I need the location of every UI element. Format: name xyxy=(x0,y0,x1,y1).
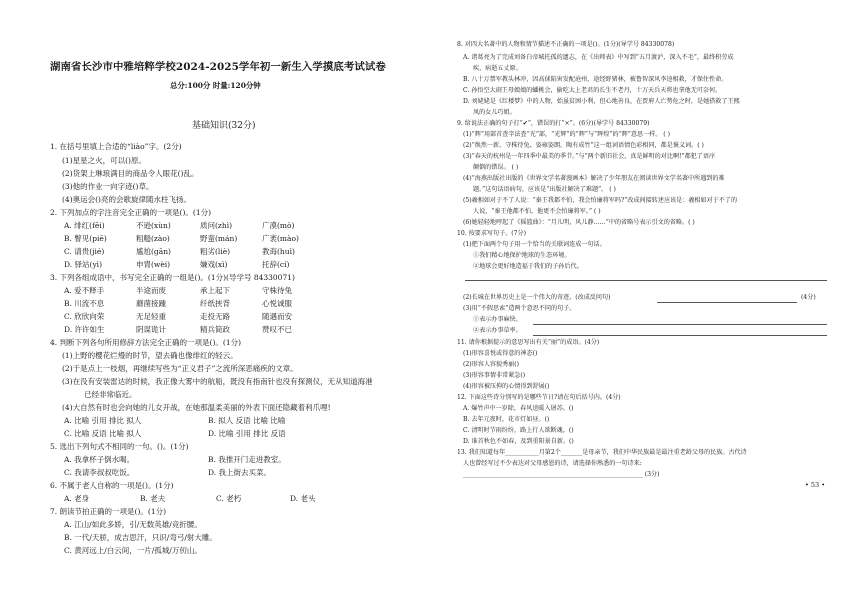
q3-option: 纤纸挟背 xyxy=(200,299,230,308)
q3-option: 心悦诚服 xyxy=(262,299,292,308)
q2-option: C. 请贵(jié) xyxy=(64,247,105,256)
q3-option: C. 欣欣向荣 xyxy=(64,312,105,321)
q2-option: A. 绯红(fēi) xyxy=(64,221,105,230)
q2-option: B. 瞥见(piē) xyxy=(64,234,107,243)
question-4: 4. 判断下列各句所用修辞方法完全正确的一项是()。(1分) xyxy=(50,338,242,347)
q3-option: 承上起下 xyxy=(200,286,230,295)
q12-item: A. 爆竹声中一岁除，春风送暖入屠苏。() xyxy=(463,405,574,412)
q9-item: 颠倒的错误。 ( ) xyxy=(473,164,519,171)
q7-option: A. 江山/如此多娇，引/无数英雄/竞折腰。 xyxy=(64,520,202,529)
q2-option: 嫌戏(xì) xyxy=(200,260,228,269)
q4-option: C. 比喻 反语 比喻 拟人 xyxy=(64,429,142,438)
q2-option: 野蛮(mán) xyxy=(200,234,238,243)
question-10: 10. 按要求写句子。(7分) xyxy=(457,230,527,237)
q4-option: A. 比喻 引用 排比 拟人 xyxy=(64,416,142,425)
question-13: 13. 我们知道每年___________月第2个_______是母亲节，我们中华民族最是最注重老龄父母的民族。古代诗 xyxy=(457,449,747,456)
q8-option: 凤的女儿巧姐。 xyxy=(473,109,516,116)
q5-option: C. 我请李叔叔吃饭。 xyxy=(64,468,135,477)
question-9: 9. 给说法正确的句子打“✔”，错误的打“×”。(6分)(导学号 84330079) xyxy=(457,120,650,127)
q9-item: (5)羲相如对于不了人说：“秦王我都不怕，我会怕廉将军吗?”改成间接转述应该是：羲相如对于不了的 xyxy=(463,197,738,204)
q8-option: C. 孙悟空大闹王母娘娘的蟠桃会，偷吃太上老君的长生不老丹，十万天兵天将也拿他无可奈何。 xyxy=(463,87,722,94)
q3-option: 半途而废 xyxy=(136,286,166,295)
q6-option: D. 老头 xyxy=(290,494,316,503)
q10-sentence: ①我们精心地保护地球的生态环境。 xyxy=(473,252,571,259)
q13-text: 人也曾经写过不少表达对父母感恩的诗，请选择你熟悉的一句诗来: xyxy=(463,460,642,467)
q9-item: (2)“焕然一新、守株待兔、姿雍姿朗、陶有成竹”这一组词语情色彩相同，都是褒义词。( ) xyxy=(463,142,704,149)
answer-line[interactable] xyxy=(657,302,797,303)
q3-option: 精兵简政 xyxy=(200,325,230,334)
q3-option: 走投无路 xyxy=(200,312,230,321)
question-6: 6. 不属于老人自称的一项是()。(1分) xyxy=(50,481,174,490)
q3-option: 蘑菌接踵 xyxy=(136,299,166,308)
answer-line[interactable] xyxy=(465,280,827,281)
exam-title: 湖南省长沙市中雅培粹学校2024-2025学年初一新生入学摸底考试试卷 xyxy=(50,61,386,73)
q4-sentence: (3)在没有安装雷达的时候，我正像大雾中的航船，既没有指南针也没有探测仪，无从知道海港 xyxy=(62,377,373,386)
q2-option: 不逊(xùn) xyxy=(136,221,171,230)
q9-item: (3)“春天的杭州是一年四季中最美的季节。”与“两个新旧社会，真是鲜明的对比啊!”都犯了语序 xyxy=(463,153,716,160)
q2-option: 托辞(cí) xyxy=(262,260,290,269)
q3-option: 赞叹不已 xyxy=(262,325,292,334)
q4-sentence: (2)于是点上一枝烟，再继续写些为“正义君子”之流所深恶痛疾的文章。 xyxy=(62,364,298,373)
q2-option: 广漠(mò) xyxy=(262,221,295,230)
q3-option: A. 爱不释手 xyxy=(64,286,105,295)
q8-option: B. 八十万禁军教头林冲，因高俅陷害发配沧州，途经野猪林，被鲁智深风李逵相救，才保住性命。 xyxy=(463,76,728,83)
q1-item: (1)星星之火，可以()原。 xyxy=(62,156,146,165)
q6-option: B. 老夫 xyxy=(140,494,166,503)
q7-option: C. 黄河远上/白云间，一片/孤城/万仞山。 xyxy=(64,546,202,555)
question-1: 1. 在括号里填上合适的“liào”字。(2分) xyxy=(50,142,182,151)
q9-item: (6)她轻轻地哼起了《摇篮曲》：“月儿明，风儿静……”中的省略号表示引文的省略。( ) xyxy=(463,219,695,226)
q6-option: C. 老朽 xyxy=(216,494,242,503)
q8-option: A. 诸葛亮为了完成刘备白帝城托孤的遗志，在《出师表》中写到“五月渡泸，深入不毛”，最终积劳成 xyxy=(463,54,734,61)
q11-item: (3)形容事情非常紧急() xyxy=(463,372,526,379)
q11-item: (4)形容被压抑的心情得到舒展() xyxy=(463,383,550,390)
q3-option: 守株待兔 xyxy=(262,286,292,295)
q2-option: 粗劣(liè) xyxy=(200,247,231,256)
section-heading: 基础知识(32分) xyxy=(192,121,256,131)
q6-option: A. 老身 xyxy=(64,494,90,503)
q1-item: (4)奥运会()亮的会歌旋律随水柱飞扬。 xyxy=(62,195,191,204)
q3-option: 无足轻重 xyxy=(136,312,166,321)
q3-option: 阴谋诡计 xyxy=(136,325,166,334)
q4-sentence: (1)上野的樱花烂熳的时节，望去确也像绯红的轻云。 xyxy=(62,351,238,360)
exam-meta: 总分:100分 时量:120分钟 xyxy=(170,81,261,90)
question-8: 8. 对四大名著中的人物和情节描述不正确的一项是()。(1分)(导学号 84330078) xyxy=(457,41,675,48)
question-2: 2. 下列加点的字注音完全正确的一项是()。(1分) xyxy=(50,208,212,217)
q4-sentence: (4)大自然有时也会向她的儿女开战，在她那温柔美丽的外表下面还隐藏着利爪哩! xyxy=(62,403,331,412)
q12-item: C. 清明时节雨纷纷，路上行人欲断魂。() xyxy=(463,427,574,434)
q2-option: 尴尬(gān) xyxy=(136,247,171,256)
q2-option: 申胄(wèi) xyxy=(136,260,171,269)
q8-option: D. 刘姥姥是《红楼梦》中的人物，始虽贫困小利，但心地善良，在贾府人亡势危之时，是她搭救了王熙 xyxy=(463,98,740,105)
q11-item: (2)形容人容貌秀丽() xyxy=(463,361,520,368)
q4-sentence: 已经非常临近。 xyxy=(84,390,137,399)
q10-instruction: (1)把下面两个句子用一个恰当的关联词连成一句话。 xyxy=(463,241,606,248)
answer-line[interactable] xyxy=(533,335,827,336)
q4-option: B. 拟人 反语 比喻 比喻 xyxy=(208,416,286,425)
question-5: 5. 选出下列句式不相同的一句。()。(1分) xyxy=(50,442,189,451)
q8-option: 疾，病逝五丈原。 xyxy=(473,65,522,72)
question-3: 3. 下列各组成语中，书写完全正确的一组是()。(1分)(导学号 84330071) xyxy=(50,273,295,282)
answer-line[interactable] xyxy=(533,324,827,325)
q9-item: 人说，“秦王他都不怕，他更不会怕廉将军。” ( ) xyxy=(473,208,601,215)
q5-option: D. 我上街去买菜。 xyxy=(208,468,272,477)
q1-item: (3)他的作业一向字迹()草。 xyxy=(62,182,154,191)
q10-instruction: (3)用“不假思索”造两个意思不同的句子。 xyxy=(463,305,576,312)
q1-item: (2)货架上琳琅满目的商品令人眼花()乱。 xyxy=(62,169,199,178)
q5-option: B. 我推开门走进教室。 xyxy=(208,455,286,464)
question-11: 11. 请你根据提示的意思写出有关“丽”的成语。(4分) xyxy=(457,339,600,346)
q13-answer-line[interactable]: ___________________________________________________________ (3分) xyxy=(463,471,660,478)
q5-option: A. 我拿杯子倒水喝。 xyxy=(64,455,135,464)
q9-item: (1)“辉”用部首查字法查“光”部，“光辉”的“辉”与“辉煌”的“辉”意思一样。 ( ) xyxy=(463,131,670,138)
q7-option: B. 一代/天骄，成吉思汗，只识/弯弓/射大雕。 xyxy=(64,533,217,542)
q3-option: D. 许许如生 xyxy=(64,325,105,334)
q12-item: B. 去年元夜时，花市灯如昼。() xyxy=(463,416,550,423)
q2-option: 教诲(huì) xyxy=(262,247,295,256)
q2-option: 质问(zhì) xyxy=(200,221,233,230)
q2-option: 广袤(mào) xyxy=(262,234,299,243)
question-12: 12. 下面这些诗分别写的是哪些节日?请在句后括号内。(4分) xyxy=(457,394,621,401)
q2-option: 粗糙(zào) xyxy=(136,234,170,243)
q3-option: B. 川流不息 xyxy=(64,299,105,308)
q10-sentence: ①表示办事麻快。 xyxy=(473,316,522,323)
q2-option: D. 驿站(yì) xyxy=(64,260,103,269)
q3-option: 随遇而安 xyxy=(262,312,292,321)
q10-sentence: ②地球会更好地造福于我们的子孙后代。 xyxy=(473,263,583,270)
q12-item: D. 谁首秋色不如春，及到重阳景自新。() xyxy=(463,438,574,445)
q4-option: D. 比喻 引用 排比 反语 xyxy=(208,429,286,438)
q10-instruction: (2)长城在世界历史上是一个伟大的奇迹。(改成反问句) xyxy=(463,294,611,301)
q10-score: (4分) xyxy=(801,294,816,301)
question-7: 7. 朗读节拍正确的一项是()。(1分) xyxy=(50,507,167,516)
q10-sentence: ②表示办事草率。 xyxy=(473,327,522,334)
q11-item: (1)形容喜悦或得意的神态() xyxy=(463,350,538,357)
q9-item: (4)“海燕出版社出版的《世界文学名著漫画本》解决了少年朋友在阅读世界文学名著中所遇到的难 xyxy=(463,175,725,182)
q9-item: 题。”这句话语病句，应该是“出版社解决了难题”。 ( ) xyxy=(473,186,616,193)
page-number: • 53 • xyxy=(805,481,826,489)
